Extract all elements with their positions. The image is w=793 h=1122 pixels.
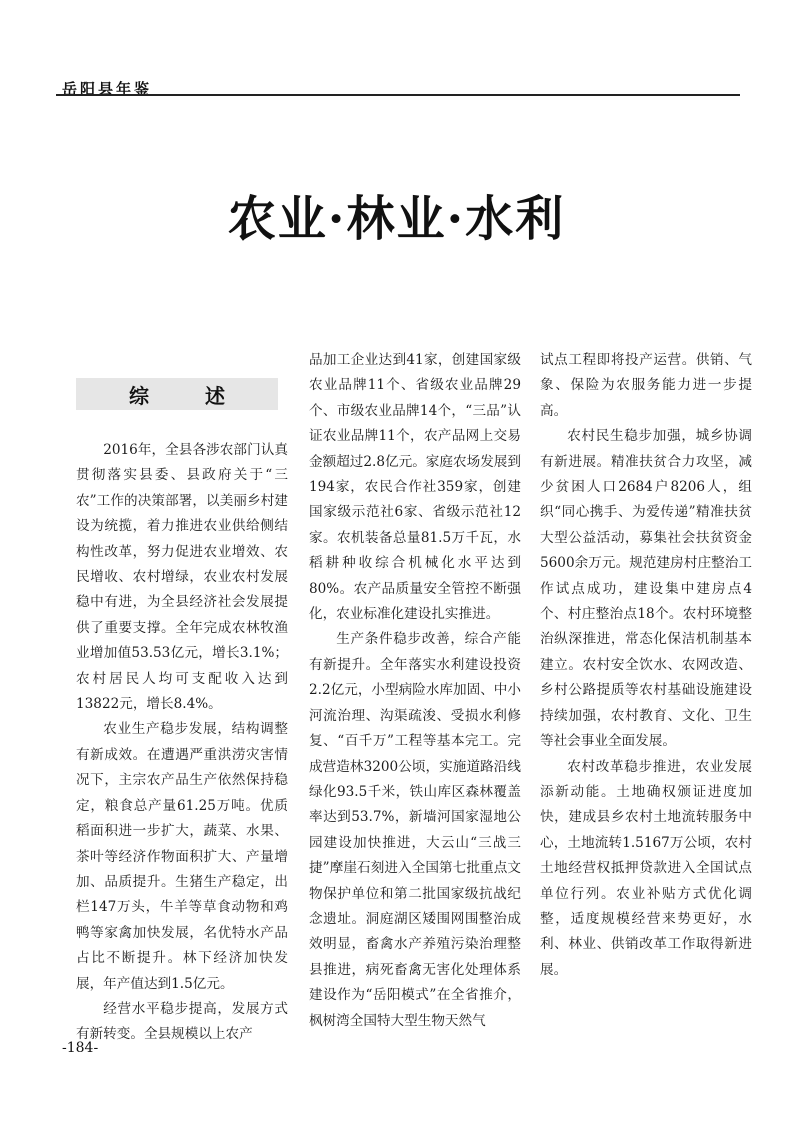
text-column-1 (76, 438, 288, 1048)
text-column-2 (309, 348, 521, 1034)
running-header-title: 岳阳县年鉴 (62, 80, 153, 98)
paragraph: 生产条件稳步改善，综合产能有新提升。全年落实水利建设投资2.2亿元，小型病险水库加固、中小河流治理、沟渠疏浚、受损水利修复、“百千万”工程等基本完工。完成营造林3200公顷，实施道路沿线绿化93.5千米，铁山库区森林覆盖率达到53.7%，新墙河国家湿地公园建设加快推进，大云山“三战三捷”摩崖石刻进入全国第七批重点文物保护单位和第二批国家级抗战纪念遗址。洞庭湖区矮围网围整治成效明显，畜禽水产养殖污染治理整县推进，病死畜禽无害化处理体系建设作为“岳阳模式”在全省推介，枫树湾全国特大型生物天然气 (309, 631, 521, 1029)
paragraph: 2016年，全县各涉农部门认真贯彻落实县委、县政府关于“三农”工作的决策部署，以美丽乡村建设为统揽，着力推进农业供给侧结构性改革，努力促进农业增效、农民增收、农村增绿，农业农村发展稳中有进，为全县经济社会发展提供了重要支撑。全年完成农林牧渔业增加值53.53亿元，增长3.1%；农村居民人均可支配收入达到13822元，增长8.4%。 (76, 442, 288, 713)
paragraph: 试点工程即将投产运营。供销、气象、保险为农服务能力进一步提高。 (540, 352, 752, 419)
header-rule (56, 94, 740, 96)
text-column-3 (540, 348, 752, 983)
chapter-title: 农业·林业·水利 (227, 191, 566, 247)
paragraph: 农业生产稳步发展，结构调整有新成效。在遭遇严重洪涝灾害情况下，主宗农产品生产依然保持稳定，粮食总产量61.25万吨。优质稻面积进一步扩大，蔬菜、水果、茶叶等经济作物面积扩大、产量增加、品质提升。生猪生产稳定，出栏147万头，牛羊等草食动物和鸡鸭等家禽加快发展，名优特水产品占比不断提升。林下经济加快发展，年产值达到1.5亿元。 (76, 721, 288, 992)
paragraph: 农村民生稳步加强，城乡协调有新进展。精准扶贫合力攻坚，减少贫困人口2684户8206人，组织“同心携手、为爱传递”精准扶贫大型公益活动，募集社会扶贫资金5600余万元。规范建房村庄整治工作试点成功，建设集中建房点4个、村庄整治点18个。农村环境整治纵深推进，常态化保洁机制基本建立。农村安全饮水、农网改造、乡村公路提质等农村基础设施建设持续加强，农村教育、文化、卫生等社会事业全面发展。 (540, 428, 752, 750)
section-heading-box (76, 378, 278, 410)
paragraph: 农村改革稳步推进，农业发展添新动能。土地确权颁证进度加快，建成县乡农村土地流转服务中心，土地流转1.5167万公顷，农村土地经营权抵押贷款进入全国试点单位行列。农业补贴方式优化调整，适度规模经营来势更好，水利、林业、供销改革工作取得新进展。 (540, 758, 752, 978)
section-heading: 综 述 (129, 383, 243, 408)
paragraph: 品加工企业达到41家，创建国家级农业品牌11个、省级农业品牌29个、市级农业品牌14个，“三品”认证农业品牌11个，农产品网上交易金额超过2.8亿元。家庭农场发展到194家，农民合作社359家，创建国家级示范社6家、省级示范社12家。农机装备总量81.5万千瓦，水稻耕种收综合机械化水平达到80%。农产品质量安全管控不断强化，农业标准化建设扎实推进。 (309, 352, 521, 623)
paragraph: 经营水平稳步提高，发展方式有新转变。全县规模以上农产 (76, 1000, 288, 1043)
page-number: -184- (62, 1040, 99, 1056)
